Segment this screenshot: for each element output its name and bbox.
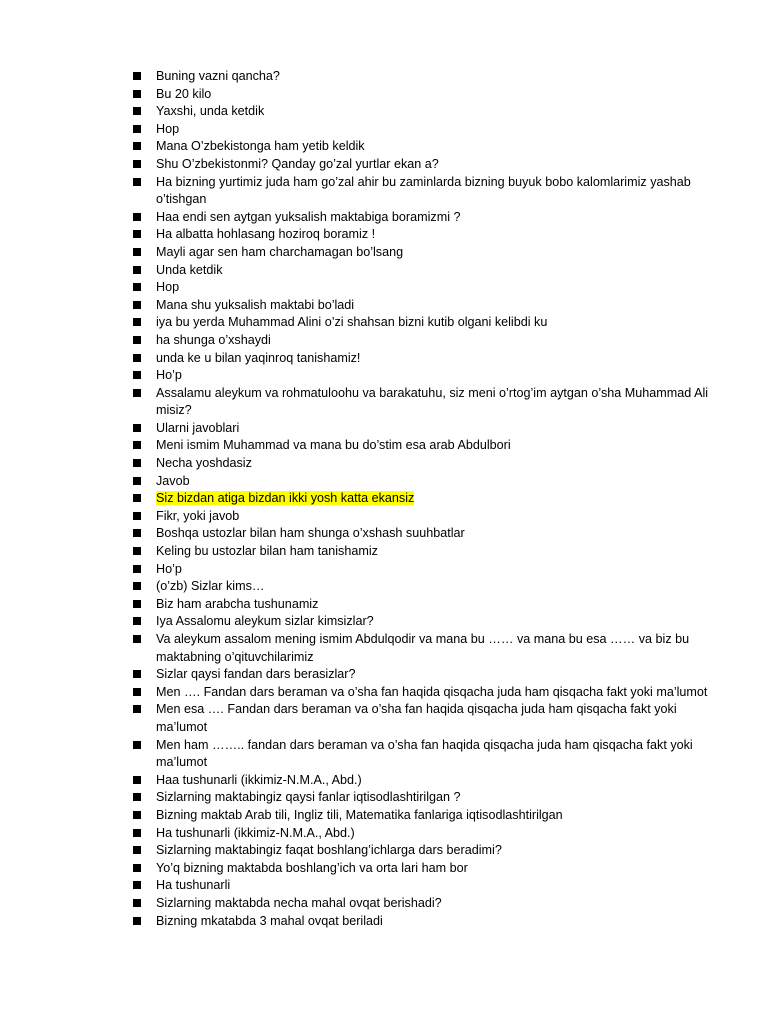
square-bullet-icon — [133, 917, 141, 925]
list-item-text: Haa tushunarli (ikkimiz-N.M.A., Abd.) — [156, 772, 362, 787]
list-item — [133, 385, 723, 420]
list-item — [133, 525, 723, 543]
list-item — [133, 578, 723, 596]
list-item — [133, 473, 723, 491]
list-item-text: Mana shu yuksalish maktabi bo’ladi — [156, 297, 355, 312]
square-bullet-icon — [133, 441, 141, 449]
square-bullet-icon — [133, 512, 141, 520]
list-item — [133, 684, 723, 702]
list-item-text: Men esa …. Fandan dars beraman va o’sha fan haqida qisqacha juda ham qisqacha fakt yoki ma’lumot — [156, 702, 677, 734]
list-item-text: Ha tushunarli (ikkimiz-N.M.A., Abd.) — [156, 825, 355, 840]
list-item-text: Yaxshi, unda ketdik — [156, 104, 265, 119]
list-item-text: Sizlarning maktabda necha mahal ovqat berishadi? — [156, 895, 442, 910]
list-item-text: Assalamu aleykum va rohmatuloohu va barakatuhu, siz meni o’rtog’im aytgan o’sha Muhammad Ali misiz? — [156, 385, 709, 418]
list-item-text: Buning vazni qancha? — [156, 69, 280, 83]
square-bullet-icon — [133, 90, 141, 98]
list-item — [133, 332, 723, 350]
square-bullet-icon — [133, 899, 141, 907]
list-item-text: Fikr, yoki javob — [156, 508, 240, 523]
list-item-highlighted — [133, 490, 723, 508]
list-item-text: Bizning mkatabda 3 mahal ovqat beriladi — [156, 913, 383, 928]
square-bullet-icon — [133, 582, 141, 590]
square-bullet-icon — [133, 107, 141, 115]
list-item — [133, 350, 723, 368]
list-item-text: Unda ketdik — [156, 262, 223, 277]
list-item — [133, 244, 723, 262]
square-bullet-icon — [133, 635, 141, 643]
square-bullet-icon — [133, 811, 141, 819]
list-item-text: Mayli agar sen ham charchamagan bo’lsang — [156, 244, 404, 259]
square-bullet-icon — [133, 230, 141, 238]
list-item — [133, 737, 723, 772]
list-item-text: Javob — [156, 473, 190, 488]
list-item — [133, 825, 723, 843]
square-bullet-icon — [133, 547, 141, 555]
list-item-text: Sizlarning maktabingiz faqat boshlang’ichlarga dars beradimi? — [156, 843, 502, 858]
list-item — [133, 297, 723, 315]
list-item — [133, 508, 723, 526]
list-item — [133, 596, 723, 614]
list-item — [133, 895, 723, 913]
list-item-text: Sizlar qaysi fandan dars berasizlar? — [156, 667, 356, 682]
list-item — [133, 226, 723, 244]
list-item — [133, 455, 723, 473]
square-bullet-icon — [133, 424, 141, 432]
square-bullet-icon — [133, 371, 141, 379]
square-bullet-icon — [133, 776, 141, 784]
list-item-text: Boshqa ustozlar bilan ham shunga o’xshash suuhbatlar — [156, 526, 465, 541]
list-item-text: Ularni javoblari — [156, 420, 240, 435]
square-bullet-icon — [133, 477, 141, 485]
square-bullet-icon — [133, 301, 141, 309]
bullet-list — [133, 68, 723, 930]
list-item — [133, 86, 723, 104]
list-item-text: Men …. Fandan dars beraman va o’sha fan haqida qisqacha juda ham qisqacha fakt yoki ma’lumot — [156, 684, 708, 699]
list-item — [133, 68, 723, 86]
square-bullet-icon — [133, 565, 141, 573]
square-bullet-icon — [133, 670, 141, 678]
list-item — [133, 437, 723, 455]
square-bullet-icon — [133, 617, 141, 625]
list-item-text: Hop — [156, 280, 180, 295]
list-item — [133, 772, 723, 790]
list-item-text: Ho’p — [156, 368, 182, 383]
list-item-text: Mana O’zbekistonga ham yetib keldik — [156, 139, 365, 154]
square-bullet-icon — [133, 125, 141, 133]
list-item — [133, 701, 723, 736]
list-item-text: Siz bizdan atiga bizdan ikki yosh katta ekansiz — [156, 491, 415, 506]
list-item — [133, 807, 723, 825]
square-bullet-icon — [133, 741, 141, 749]
square-bullet-icon — [133, 318, 141, 326]
list-item — [133, 860, 723, 878]
list-item-text: Biz ham arabcha tushunamiz — [156, 596, 319, 611]
list-item-text: Keling bu ustozlar bilan ham tanishamiz — [156, 544, 378, 559]
list-item-text: Shu O’zbekistonmi? Qanday go’zal yurtlar ekan a? — [156, 156, 439, 171]
list-item — [133, 279, 723, 297]
list-item-text: Ha tushunarli — [156, 878, 231, 893]
list-item — [133, 138, 723, 156]
list-item — [133, 877, 723, 895]
square-bullet-icon — [133, 354, 141, 362]
square-bullet-icon — [133, 793, 141, 801]
square-bullet-icon — [133, 494, 141, 502]
list-item — [133, 209, 723, 227]
list-item — [133, 842, 723, 860]
square-bullet-icon — [133, 72, 141, 80]
square-bullet-icon — [133, 881, 141, 889]
list-item — [133, 262, 723, 280]
square-bullet-icon — [133, 846, 141, 854]
list-item-text: Va aleykum assalom mening ismim Abdulqodir va mana bu …… va mana bu esa …… va biz bu maktabning o’qituvchilarimiz — [156, 632, 690, 664]
list-item-text: Hop — [156, 121, 180, 136]
square-bullet-icon — [133, 283, 141, 291]
list-item-text: Ha bizning yurtimiz juda ham go’zal ahir bu zaminlarda bizning buyuk bobo kalomlarimiz yashab o’tishgan — [156, 174, 691, 207]
list-item-text: Bu 20 kilo — [156, 86, 212, 101]
list-item-text: Haa endi sen aytgan yuksalish maktabiga boramizmi ? — [156, 209, 461, 224]
list-item-text: Men ham …….. fandan dars beraman va o’sha fan haqida qisqacha juda ham qisqacha fakt yoki ma’lumot — [156, 737, 693, 770]
list-item — [133, 913, 723, 931]
square-bullet-icon — [133, 178, 141, 186]
list-item — [133, 789, 723, 807]
square-bullet-icon — [133, 248, 141, 256]
list-item-text: Sizlarning maktabingiz qaysi fanlar iqtisodlashtirilgan ? — [156, 790, 461, 805]
list-item-text: (o’zb) Sizlar kims… — [156, 579, 265, 594]
square-bullet-icon — [133, 864, 141, 872]
square-bullet-icon — [133, 142, 141, 150]
list-item — [133, 314, 723, 332]
square-bullet-icon — [133, 160, 141, 168]
square-bullet-icon — [133, 213, 141, 221]
list-item — [133, 666, 723, 684]
list-item — [133, 156, 723, 174]
square-bullet-icon — [133, 266, 141, 274]
square-bullet-icon — [133, 600, 141, 608]
list-item — [133, 631, 723, 666]
list-item-text: Bizning maktab Arab tili, Ingliz tili, Matematika fanlariga iqtisodlashtirilgan — [156, 807, 563, 822]
list-item — [133, 561, 723, 579]
list-item-text: unda ke u bilan yaqinroq tanishamiz! — [156, 350, 361, 365]
square-bullet-icon — [133, 389, 141, 397]
list-item — [133, 543, 723, 561]
list-item — [133, 103, 723, 121]
list-item-text: iya bu yerda Muhammad Alini o’zi shahsan bizni kutib olgani kelibdi ku — [156, 315, 548, 330]
square-bullet-icon — [133, 688, 141, 696]
list-item-text: Iya Assalomu aleykum sizlar kimsizlar? — [156, 614, 374, 629]
list-item-text: Ho’p — [156, 561, 182, 576]
list-item — [133, 174, 723, 209]
list-item — [133, 613, 723, 631]
list-item-text: Yo’q bizning maktabda boshlang’ich va orta lari ham bor — [156, 860, 468, 875]
square-bullet-icon — [133, 829, 141, 837]
list-item-text: Meni ismim Muhammad va mana bu do’stim esa arab Abdulbori — [156, 438, 511, 453]
list-item — [133, 367, 723, 385]
list-item-text: Necha yoshdasiz — [156, 456, 252, 471]
list-item — [133, 121, 723, 139]
list-item — [133, 420, 723, 438]
square-bullet-icon — [133, 336, 141, 344]
list-item-text: ha shunga o’xshaydi — [156, 332, 271, 347]
square-bullet-icon — [133, 529, 141, 537]
list-item-text: Ha albatta hohlasang hoziroq boramiz ! — [156, 227, 376, 242]
square-bullet-icon — [133, 459, 141, 467]
square-bullet-icon — [133, 705, 141, 713]
